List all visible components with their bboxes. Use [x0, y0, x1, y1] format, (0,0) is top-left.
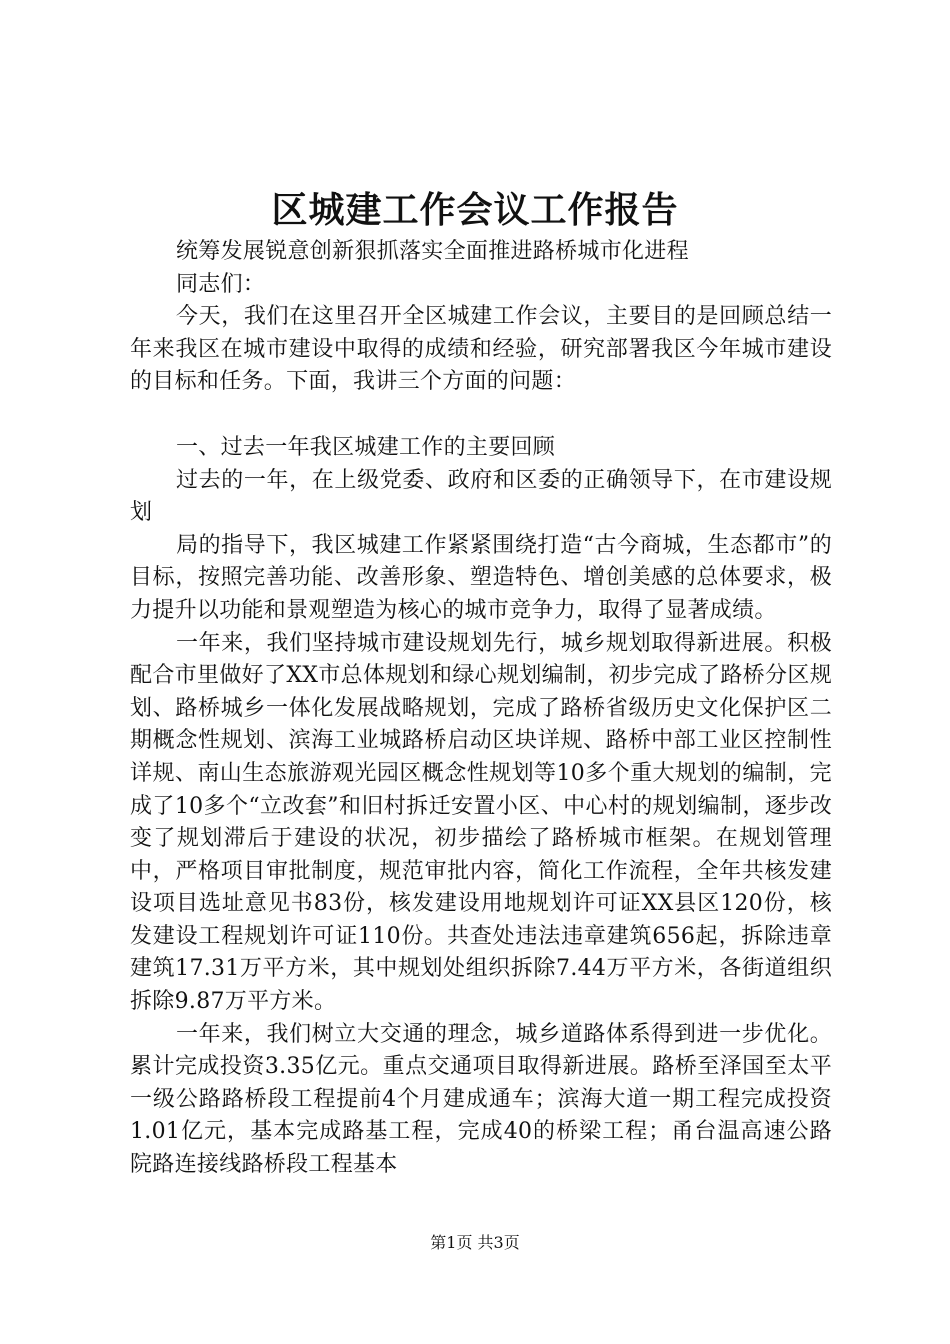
- page-footer: 第1页 共3页: [430, 1233, 520, 1252]
- subtitle-paragraph: 统筹发展锐意创新狠抓落实全面推进路桥城市化进程: [176, 239, 689, 264]
- body-paragraph: 过去的一年，在上级党委、政府和区委的正确领导下，在市建设规划: [130, 467, 832, 526]
- document-body: [130, 236, 832, 1182]
- body-paragraph: 局的指导下，我区城建工作紧紧围绕打造“古今商城，生态都市”的目标，按照完善功能、改善形象、塑造特色、增创美感的总体要求，极力提升以功能和景观塑造为核心的城市竞争力，取得了显著成绩。: [130, 532, 832, 623]
- body-paragraph: 一年来，我们坚持城市建设规划先行，城乡规划取得新进展。积极配合市里做好了XX市总体规划和绿心规划编制，初步完成了路桥分区规划、路桥城乡一体化发展战略规划，完成了路桥省级历史文化保护区二期概念性规划、滨海工业城路桥启动区块详规、路桥中部工业区控制性详规、南山生态旅游观光园区概念性规划等10多个重大规划的编制，完成了10多个“立改套”和旧村拆迁安置小区、中心村的规划编制，逐步改变了规划滞后于建设的状况，初步描绘了路桥城市框架。在规划管理中，严格项目审批制度，规范审批内容，简化工作流程，全年共核发建设项目选址意见书83份，核发建设用地规划许可证XX县区120份，核发建设工程规划许可证110份。共查处违法违章建筑656起，拆除违章建筑17.31万平方米，其中规划处组织拆除7.44万平方米，各街道组织拆除9.87万平方米。: [130, 630, 832, 1015]
- document-title: 区城建工作会议工作报告: [271, 189, 679, 231]
- body-paragraph: 一年来，我们树立大交通的理念，城乡道路体系得到进一步优化。累计完成投资3.35亿元。重点交通项目取得新进展。路桥至泽国至太平一级公路路桥段工程提前4个月建成通车；滨海大道一期工程完成投资1.01亿元，基本完成路基工程，完成40的桥梁工程；甬台温高速公路院路连接线路桥段工程基本: [130, 1021, 832, 1178]
- salutation-paragraph: 同志们：: [176, 271, 266, 297]
- intro-paragraph: 今天，我们在这里召开全区城建工作会议，主要目的是回顾总结一年来我区在城市建设中取得的成绩和经验，研究部署我区今年城市建设的目标和任务。下面，我讲三个方面的问题：: [130, 304, 832, 395]
- section-heading: 一、过去一年我区城建工作的主要回顾: [176, 434, 556, 460]
